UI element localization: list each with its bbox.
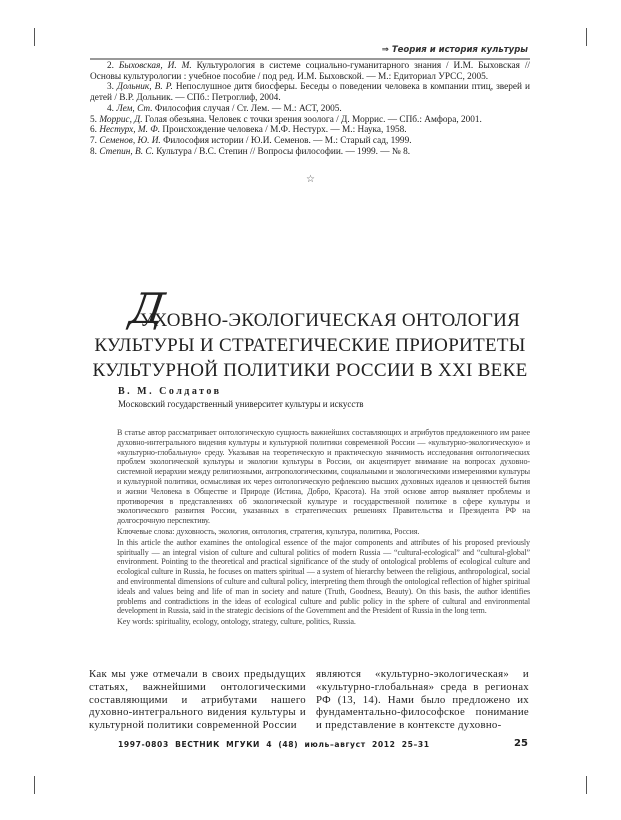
reference-item: 3. Дольник, В. Р. Непослушное дитя биосферы. Беседы о поведении человека в компании птиц, зверей и детей / В.Р. Дольник. — СПб.: Петроглиф, 2004. [90,82,530,104]
title-line: КУЛЬТУРНОЙ ПОЛИТИКИ РОССИИ В XXI ВЕКЕ [92,360,528,381]
title-line: КУЛЬТУРЫ И СТРАТЕГИЧЕСКИЕ ПРИОРИТЕТЫ [94,335,526,356]
reference-item: 7. Семенов, Ю. И. Философия истории / Ю.И. Семенов. — М.: Старый сад, 1999. [90,135,412,146]
article-title [90,308,530,383]
body-column-right: являются «культурно-экологическая» и «культурно-глобальная» среда в регионах РФ (13, 14). Нами было предложено их фундаментально-философское понимание и представление в контексте духовно- [316,668,529,732]
reference-item: 4. Лем, Ст. Философия случая / Ст. Лем. — М.: АСТ, 2005. [107,103,342,114]
reference-item: 2. Быховская, И. М. Культурология в системе социально-гуманитарного знания / И.М. Быховская // Основы культурологии : учебное пособие / под ред. И.М. Быховской. — М.: Едиториал УРСС, 2005. [90,61,530,82]
page-number: 25 [514,738,528,749]
reference-item: 8. Степин, В. С. Культура / В.С. Степин // Вопросы философии. — 1999. — № 8. [90,146,411,157]
reference-list [90,61,530,157]
header-rule [90,58,530,60]
abstract-ru: В статье автор рассматривает онтологическую сущность важнейших составляющих и атрибутов предложенного им ранее духовно-интегрального видения культуры и культурной политики современной России — «культурно-экологическую» и «культурно-глобальную» среду. Указывая на теоретическую и практическую значимость исследования онтологических проблем экологической культуры и экологии культуры в России, он акцентирует внимание на вопросах духовно-системной иерархии между религиозными, антропологическими, социальными и экологическими измерениями культуры и культурной политики, осмысливая их через онтологическую рефлексию высших духовных идеалов и ценностей бытия и жизни Человека в Обществе и Природе (Истина, Добро, Красота). На этой основе автор выявляет проблемы и противоречия в представлениях об экологической культуре и государственной политике в сфере культуры и экологического развития России, указанных в стратегических решениях Правительства и Президента РФ на долгосрочную перспективу. [117,428,530,526]
section-separator-star: ☆ [306,174,315,185]
keywords-ru: Ключевые слова: духовность, экология, онтология, стратегия, культура, политика, Россия. [117,526,420,536]
keywords-en: Key words: spirituality, ecology, ontology, strategy, culture, politics, Russia. [117,617,356,627]
running-header: ⇒ Теория и история культуры [381,45,528,55]
journal-citation: 1997-0803 ВЕСТНИК МГУКИ 4 (48) июль–август 2012 25–31 [118,740,430,749]
abstract-en: In this article the author examines the ontological essence of the major components and attributes of his proposed previously spiritually — an integral vision of culture and cultural politics of modern Russia — “cultural-ecological” and “cultural-global” environment. Pointing to the theoretical and practical significance of the study of ontological problems of ecological culture and ecological culture in Russia, he focuses on matters spiritual — a system of hierarchy between the religious, anthropological, social and environmental dimensions of culture and cultural policy, interpreting them through the ontological reflection of higher spiritual ideals and values being and life of man in society and nature (Truth, Goodness, Beauty). On this basis, the author identifies problems and contradictions in the ideas of ecological culture and public policy in the sphere of cultural and environmental development in Russia, said in the strategic decisions of the Government and the President of Russia in the long term. [117,537,530,616]
abstract [117,428,530,628]
reference-item: 6. Нестурх, М. Ф. Происхождение человека / М.Ф. Нестурх. — М.: Наука, 1958. [90,125,407,136]
author-name: В. М. Солдатов [118,386,222,397]
author-affiliation: Московский государственный университет культуры и искусств [118,399,364,409]
crop-mark [34,28,35,46]
title-line: УХОВНО-ЭКОЛОГИЧЕСКАЯ ОНТОЛОГИЯ [139,310,521,331]
reference-item: 5. Моррис, Д. Голая обезьяна. Человек с точки зрения зоолога / Д. Моррис. — СПб.: Амфора, 2001. [90,114,482,125]
body-column-left: Как мы уже отмечали в своих предыдущих статьях, важнейшими онтологическими составляющими и атрибутами нашего духовно-интегрального видения культуры и культурной политики современной России [89,668,306,732]
crop-mark [34,776,35,794]
crop-mark [586,776,587,794]
crop-mark [586,28,587,46]
drop-cap: Д [126,284,168,333]
